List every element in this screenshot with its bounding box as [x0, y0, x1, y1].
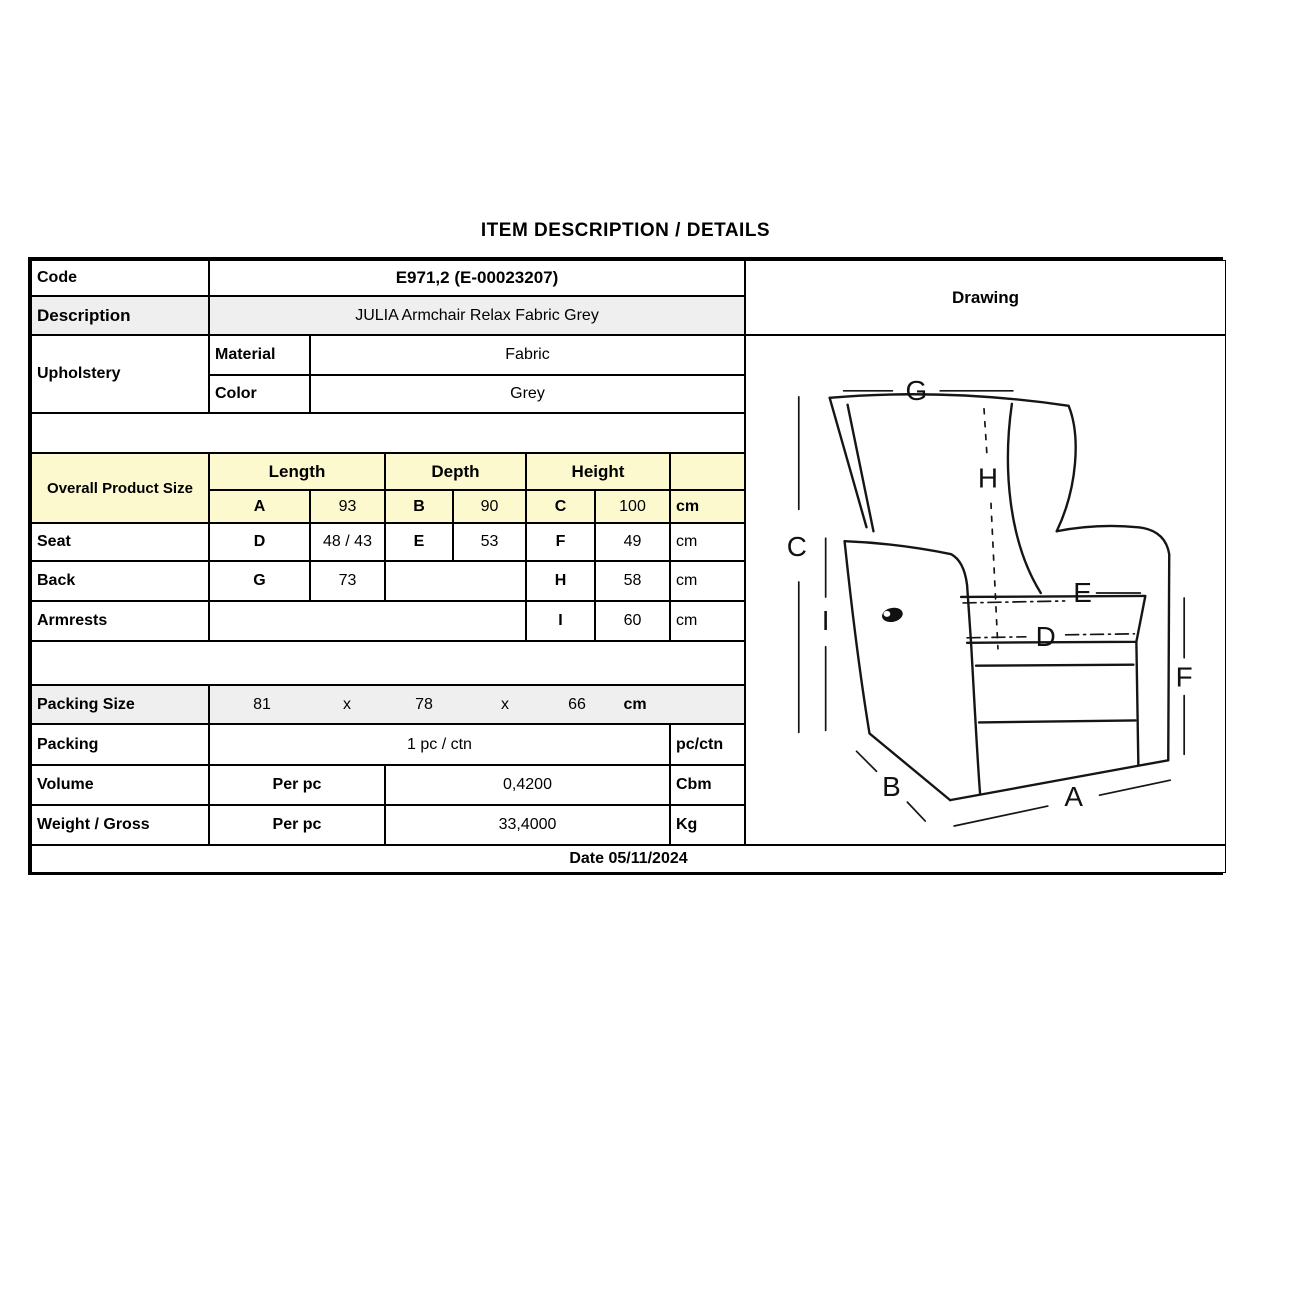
- back-key-g: G: [209, 561, 310, 601]
- chair-seat-front-top: [976, 665, 1133, 666]
- armrests-label: Armrests: [31, 601, 209, 641]
- header-height: Height: [526, 453, 670, 490]
- chair-left-arm: [845, 541, 971, 643]
- header-length: Length: [209, 453, 385, 490]
- description-value: JULIA Armchair Relax Fabric Grey: [209, 296, 745, 335]
- weight-per: Per pc: [209, 805, 385, 845]
- volume-value: 0,4200: [385, 765, 670, 805]
- packing-unit: pc/ctn: [670, 724, 745, 765]
- packing-value: 1 pc / ctn: [209, 724, 670, 765]
- packing-size-x2: x: [501, 695, 509, 713]
- back-key-h: H: [526, 561, 595, 601]
- overall-key-c: C: [526, 490, 595, 523]
- description-label: Description: [31, 296, 209, 335]
- seat-key-d: D: [209, 523, 310, 561]
- armrests-unit: cm: [670, 601, 745, 641]
- overall-unit: cm: [670, 490, 745, 523]
- dim-label-g: G: [905, 374, 928, 406]
- back-val-h: 58: [595, 561, 670, 601]
- volume-per: Per pc: [209, 765, 385, 805]
- overall-val-b: 90: [453, 490, 526, 523]
- code-value: E971,2 (E-00023207): [209, 260, 745, 296]
- material-value: Fabric: [310, 335, 745, 375]
- chair-base-bottom: [950, 760, 1168, 800]
- color-value: Grey: [310, 375, 745, 413]
- packing-size-label: Packing Size: [31, 685, 209, 724]
- dim-line-h: [984, 409, 998, 649]
- packing-size-v1: 81: [253, 695, 271, 713]
- packing-size-v3: 66: [568, 695, 586, 713]
- chair-back-top-and-wing: [830, 394, 1076, 531]
- color-label: Color: [209, 375, 310, 413]
- seat-key-f: F: [526, 523, 595, 561]
- chair-seat-front-mid: [979, 720, 1135, 722]
- chair-back-left-inner: [848, 405, 874, 531]
- overall-key-a: A: [209, 490, 310, 523]
- overall-val-a: 93: [310, 490, 385, 523]
- chair-left-side: [845, 541, 951, 803]
- material-label: Material: [209, 335, 310, 375]
- dim-label-f: F: [1175, 661, 1193, 693]
- armrests-key-i: I: [526, 601, 595, 641]
- upholstery-label: Upholstery: [31, 335, 209, 413]
- armrests-empty: [209, 601, 526, 641]
- dim-label-h: H: [977, 462, 999, 494]
- code-label: Code: [31, 260, 209, 296]
- overall-key-b: B: [385, 490, 453, 523]
- dim-label-b: B: [882, 771, 901, 803]
- weight-unit: Kg: [670, 805, 745, 845]
- weight-label: Weight / Gross: [31, 805, 209, 845]
- packing-label: Packing: [31, 724, 209, 765]
- armrests-val-i: 60: [595, 601, 670, 641]
- dim-line-e: [963, 601, 1065, 603]
- seat-unit: cm: [670, 523, 745, 561]
- seat-val-d: 48 / 43: [310, 523, 385, 561]
- recline-button-icon: [881, 606, 904, 624]
- dim-label-d: D: [1035, 620, 1056, 652]
- drawing-header: Drawing: [745, 260, 1226, 335]
- weight-value: 33,4000: [385, 805, 670, 845]
- packing-size-v2: 78: [415, 695, 433, 713]
- back-depth-empty: [385, 561, 526, 601]
- dim-label-a: A: [1064, 781, 1083, 813]
- drawing-canvas: [745, 335, 1226, 845]
- back-label: Back: [31, 561, 209, 601]
- seat-val-e: 53: [453, 523, 526, 561]
- date-row: Date 05/11/2024: [31, 845, 1226, 873]
- chair-wing-inner: [1008, 404, 1041, 593]
- seat-label: Seat: [31, 523, 209, 561]
- header-unit-empty: [670, 453, 745, 490]
- packing-size-x1: x: [343, 695, 351, 713]
- packing-size-value: [209, 685, 745, 724]
- dim-label-e: E: [1073, 576, 1092, 608]
- size-corner-label: Overall Product Size: [31, 453, 209, 523]
- header-depth: Depth: [385, 453, 526, 490]
- seat-key-e: E: [385, 523, 453, 561]
- overall-val-c: 100: [595, 490, 670, 523]
- page-title: ITEM DESCRIPTION / DETAILS: [480, 220, 771, 241]
- packing-size-unit: cm: [623, 695, 647, 713]
- dim-label-c: C: [786, 531, 807, 563]
- chair-seat-right-edge: [1136, 642, 1138, 765]
- spec-table: [28, 257, 1223, 875]
- chair-back-left-outer: [830, 398, 867, 527]
- dim-label-i: I: [821, 604, 830, 636]
- volume-unit: Cbm: [670, 765, 745, 805]
- seat-val-f: 49: [595, 523, 670, 561]
- spacer-row-1: [31, 413, 745, 453]
- armchair-drawing: [746, 336, 1225, 844]
- volume-label: Volume: [31, 765, 209, 805]
- back-val-g: 73: [310, 561, 385, 601]
- dim-line-a: [954, 780, 1170, 826]
- back-unit: cm: [670, 561, 745, 601]
- spacer-row-2: [31, 641, 745, 685]
